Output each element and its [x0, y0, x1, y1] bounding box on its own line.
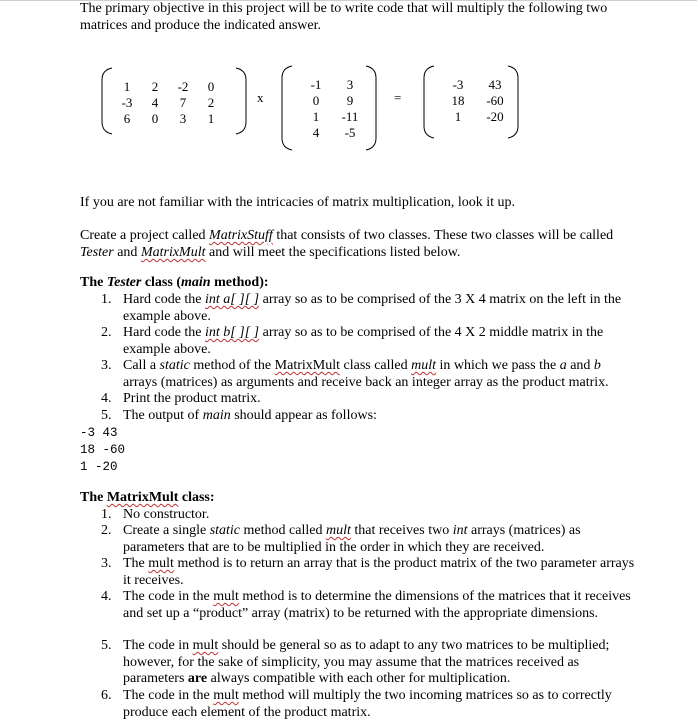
- text-run: Call a: [123, 358, 160, 373]
- text-run: arrays (matrices) as arguments and receive back an integer array as the product matrix.: [123, 374, 609, 390]
- item-text: No constructor.: [123, 507, 210, 522]
- item-number: 4.: [101, 391, 112, 406]
- text-run: and: [113, 245, 141, 260]
- item-number: 5.: [101, 408, 112, 423]
- matrix-cell: 2: [151, 79, 159, 94]
- matrix-cell: 43: [488, 77, 502, 92]
- text-run: array so as to be comprised of the 4 X 2 middle matrix in the example above.: [123, 325, 604, 357]
- emphasis: are: [187, 671, 208, 686]
- text-run: The: [80, 490, 107, 505]
- text-run: Hard code the: [123, 325, 206, 340]
- text-run: The code in: [123, 638, 193, 653]
- class-name-tester: Tester: [80, 245, 114, 260]
- matrix-cell: 4: [312, 125, 320, 140]
- item-number: 1.: [101, 507, 112, 522]
- item-number: 5.: [101, 638, 112, 653]
- intro-paragraph: The primary objective in this project will be to write code that will multiply the following two matrices and produce the indicated answer.: [80, 1, 608, 33]
- item-text: [123, 556, 637, 589]
- matrix-cell: 1: [207, 111, 215, 126]
- item-text: [123, 688, 637, 721]
- item-text: Print the product matrix.: [123, 391, 261, 406]
- matrix-cell: 2: [207, 95, 215, 110]
- output-line-3: 1 -20: [80, 460, 118, 474]
- project-name: MatrixStuff: [209, 228, 273, 243]
- item-number: 3.: [101, 358, 112, 373]
- matrix-b-brackets: [280, 60, 380, 155]
- keyword: static: [209, 523, 241, 538]
- matrix-cell: -60: [486, 93, 504, 108]
- matrix-cell: 6: [123, 111, 131, 126]
- text-run: array so as to be comprised of the 3 X 4 matrix on the left in the example above.: [123, 292, 622, 324]
- method-ref: mult: [411, 358, 437, 373]
- method-ref: main: [202, 408, 231, 423]
- var-ref: b: [593, 358, 601, 373]
- text-run: arrays (matrices) as parameters that are to be multiplied in the order in which they are received.: [123, 523, 581, 555]
- item-number: 2.: [101, 523, 112, 538]
- text-run: that receives two: [350, 523, 453, 538]
- tester-heading: [80, 275, 269, 291]
- matrix-cell: -1: [310, 77, 322, 92]
- matrix-cell: 3: [346, 77, 354, 92]
- text-run: and: [566, 358, 594, 373]
- lookup-paragraph: If you are not familiar with the intricacies of matrix multiplication, look it up.: [80, 195, 516, 210]
- item-text: [123, 638, 637, 688]
- matrix-cell: -3: [452, 77, 464, 92]
- matrix-cell: -2: [177, 79, 189, 94]
- item-text: [123, 523, 637, 556]
- text-run: should appear as follows:: [230, 408, 377, 423]
- matrix-cell: 0: [207, 79, 215, 94]
- text-run: method):: [210, 275, 269, 290]
- result-matrix-brackets: [422, 60, 522, 155]
- text-run: method is to determine the dimensions of the matrices that it receives and set up a “product” array (matrix) to be returned with the appropriate dimensions.: [123, 589, 631, 621]
- text-run: method of the: [189, 358, 275, 373]
- item-text: [123, 589, 637, 622]
- text-run: The: [80, 275, 107, 290]
- matrix-cell: 1: [312, 109, 320, 124]
- item-text: [123, 408, 637, 425]
- text-run: always compatible with each other for multiplication.: [207, 671, 511, 686]
- text-run: class (: [141, 275, 181, 290]
- text-run: should be general so as to adapt to any two matrices to be multiplied; however, for the sake of simplicity, you may assume that the matrices received as parameters: [123, 638, 610, 686]
- text-run: class:: [178, 490, 215, 505]
- text-run: The: [123, 556, 149, 571]
- matrix-cell: 3: [179, 111, 187, 126]
- matrix-equation: [100, 60, 530, 155]
- matrix-cell: -3: [121, 95, 133, 110]
- item-number: 4.: [101, 589, 112, 604]
- matrix-cell: 9: [346, 93, 354, 108]
- text-run: The output of: [123, 408, 203, 423]
- text-run: that consists of two classes. These two classes will be called: [272, 228, 614, 243]
- matrix-cell: -11: [341, 109, 359, 124]
- keyword: static: [159, 358, 190, 373]
- times-symbol: x: [257, 90, 264, 105]
- matrix-cell: 0: [312, 93, 320, 108]
- text-run: method will multiply the two incoming matrices so as to correctly produce each element of the product matrix.: [123, 688, 612, 720]
- project-paragraph: [80, 227, 640, 261]
- item-text: [123, 325, 637, 358]
- text-run: Hard code the: [123, 292, 206, 307]
- code-ref: int a[ ][ ]: [205, 292, 260, 307]
- item-number: 2.: [101, 325, 112, 340]
- matrix-cell: 1: [123, 79, 131, 94]
- item-text: [123, 292, 637, 325]
- matrix-cell: 0: [151, 111, 159, 126]
- text-run: main: [181, 275, 211, 290]
- class-name-matrixmult: MatrixMult: [140, 245, 206, 260]
- text-run: and will meet the specifications listed below.: [205, 245, 461, 260]
- text-run: Create a project called: [80, 228, 210, 243]
- class-ref: MatrixMult: [274, 358, 340, 373]
- text-run: in which we pass the: [436, 358, 560, 373]
- text-run: method is to return an array that is the product matrix of the two parameter arrays it receives.: [123, 556, 635, 588]
- output-line-1: -3 43: [80, 426, 118, 440]
- method-ref: mult: [325, 523, 351, 538]
- matrix-cell: 4: [151, 95, 159, 110]
- text-run: Create a single: [123, 523, 210, 538]
- text-run: method called: [240, 523, 326, 538]
- matrix-cell: 7: [179, 95, 187, 110]
- method-ref: mult: [192, 638, 219, 653]
- keyword: int: [452, 523, 468, 538]
- text-run: MatrixMult: [106, 490, 179, 505]
- equals-symbol: =: [394, 90, 402, 105]
- text-run: The code in the: [123, 589, 214, 604]
- matrix-cell: 1: [454, 109, 462, 124]
- matrix-cell: -20: [486, 109, 504, 124]
- text-run: class called: [340, 358, 412, 373]
- matrix-cell: 18: [451, 93, 465, 108]
- item-number: 1.: [101, 292, 112, 307]
- code-ref: int b[ ][ ]: [205, 325, 260, 340]
- output-line-2: 18 -60: [80, 443, 126, 457]
- item-number: 3.: [101, 556, 112, 571]
- matrix-cell: -5: [344, 125, 356, 140]
- method-ref: mult: [148, 556, 174, 571]
- text-run: The code in the: [123, 688, 214, 703]
- item-number: 6.: [101, 688, 112, 703]
- item-text: [123, 358, 637, 391]
- matrixmult-heading: [80, 490, 215, 506]
- method-ref: mult: [213, 688, 239, 703]
- text-run: Tester: [106, 275, 142, 290]
- method-ref: mult: [213, 589, 239, 604]
- var-ref: a: [559, 358, 567, 373]
